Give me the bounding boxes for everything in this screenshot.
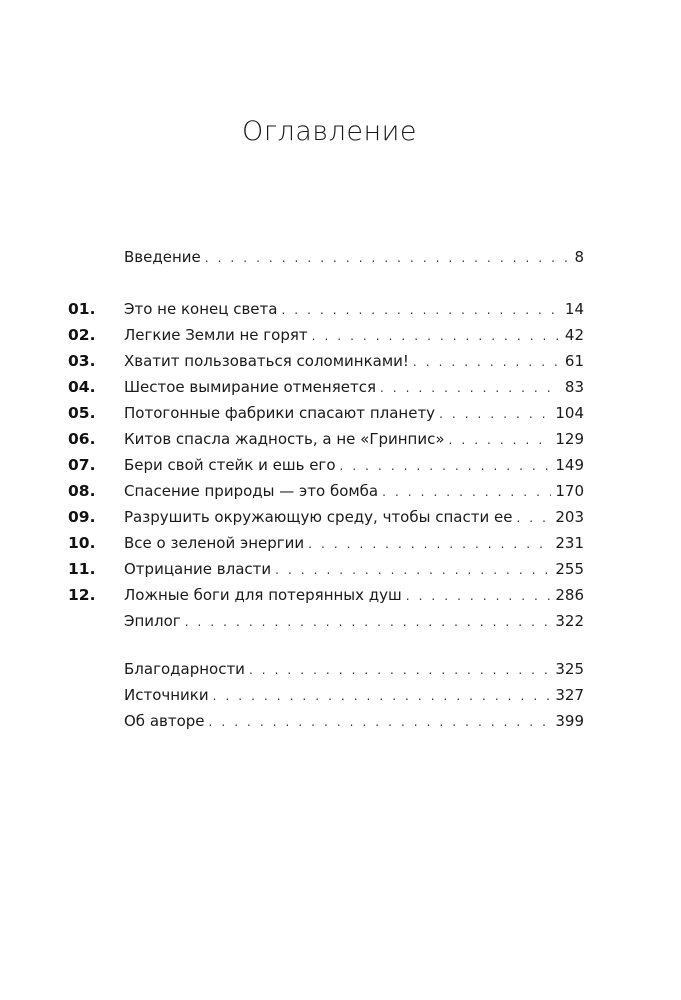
toc-entry-page-number: 14 [564,300,584,318]
toc-entry [68,426,584,452]
toc-entry-page-number: 83 [564,378,584,396]
toc-dot-leader [380,375,561,401]
toc-entry [68,682,584,708]
toc-entry-title: Об авторе [124,712,205,730]
toc-entry-line [124,478,584,505]
toc-entry-page-number: 42 [564,326,584,344]
toc-entry-page-number: 8 [574,248,584,266]
toc-entry-line [124,656,584,683]
toc-entry-title: Потогонные фабрики спасают планету [124,404,436,422]
toc-entry-page-number: 255 [555,560,584,578]
toc-entry-line [124,348,584,375]
toc-entry-number: 10. [68,534,96,552]
toc-dot-leader [185,609,552,635]
toc-dot-leader [439,401,551,427]
toc-entry [68,608,584,634]
toc-entry-title: Все о зеленой энергии [124,534,305,552]
toc-entry-line [124,244,584,271]
toc-entry-title: Спасение природы — это бомба [124,482,379,500]
toc-entry-title: Благодарности [124,660,245,678]
toc-entry-page-number: 149 [555,456,584,474]
toc-entry [68,504,584,530]
toc-entry [68,656,584,682]
toc-dot-leader [308,531,551,557]
toc-dot-leader [281,297,560,323]
toc-dot-leader [312,323,561,349]
toc-entry-number: 08. [68,482,96,500]
toc-entry-page-number: 327 [555,686,584,704]
toc-entry-line [124,708,584,735]
toc-entry-number: 01. [68,300,96,318]
toc-entry [68,348,584,374]
toc-entry-line [124,452,584,479]
toc-entry-number: 05. [68,404,96,422]
toc-entry [68,296,584,322]
toc-entry [68,322,584,348]
toc-entry-line [124,400,584,427]
toc-entry-page-number: 399 [555,712,584,730]
toc-entry-title: Китов спасла жадность, а не «Гринпис» [124,430,445,448]
toc-entry-title: Введение [124,248,201,266]
toc-dot-leader [449,427,552,453]
toc-entry-title: Эпилог [124,612,181,630]
page-title: Оглавление [241,116,418,147]
toc-chapters-group [68,296,584,634]
toc-entry [68,400,584,426]
toc-entry-title: Разрушить окружающую среду, чтобы спасти ее [124,508,513,526]
toc-entry-line [124,682,584,709]
toc-entry-number: 09. [68,508,96,526]
toc-entry-line [124,556,584,583]
toc-entry [68,530,584,556]
toc-dot-leader [413,349,561,375]
toc-entry-title: Источники [124,686,209,704]
toc-entry-line [124,426,584,453]
toc-entry-title: Легкие Земли не горят [124,326,308,344]
toc-entry-page-number: 61 [564,352,584,370]
toc-entry-title: Бери свой стейк и ешь его [124,456,336,474]
toc-entry-line [124,322,584,349]
toc-entry [68,244,584,270]
toc-dot-leader [213,683,552,709]
toc-back-matter-group [68,656,584,734]
toc-dot-leader [406,583,552,609]
toc-entry [68,478,584,504]
toc-dot-leader [340,453,552,479]
toc-dot-leader [249,657,551,683]
toc-entry-title: Отрицание власти [124,560,272,578]
toc-entry [68,556,584,582]
toc-entry-number: 03. [68,352,96,370]
toc-dot-leader [382,479,551,505]
toc-entry-title: Ложные боги для потерянных душ [124,586,402,604]
toc-entry-line [124,504,584,531]
toc-entry-line [124,530,584,557]
toc-entry-line [124,582,584,609]
toc-entry-page-number: 104 [555,404,584,422]
toc-entry-number: 02. [68,326,96,344]
toc-entry-line [124,608,584,635]
toc-entry-number: 12. [68,586,96,604]
toc-entry [68,582,584,608]
toc-dot-leader [205,245,571,271]
toc-dot-leader [516,505,551,531]
toc-entry-number: 11. [68,560,96,578]
toc-entry [68,708,584,734]
toc-entry-page-number: 325 [555,660,584,678]
toc-entry-page-number: 203 [555,508,584,526]
toc-entry-page-number: 286 [555,586,584,604]
toc-entry-line [124,374,584,401]
toc-entry-number: 04. [68,378,96,396]
toc-dot-leader [209,709,552,735]
toc-entry-page-number: 129 [555,430,584,448]
toc-intro-group [68,244,584,270]
toc-entry-line [124,296,584,323]
toc-entry [68,374,584,400]
toc-dot-leader [275,557,551,583]
toc-entry-page-number: 231 [555,534,584,552]
toc-entry [68,452,584,478]
toc-entry-title: Хватит пользоваться соломинками! [124,352,409,370]
toc-entry-page-number: 322 [555,612,584,630]
toc-entry-number: 06. [68,430,96,448]
toc-entry-title: Шестое вымирание отменяется [124,378,376,396]
toc-entry-page-number: 170 [555,482,584,500]
toc-entry-number: 07. [68,456,96,474]
toc-entry-title: Это не конец света [124,300,278,318]
